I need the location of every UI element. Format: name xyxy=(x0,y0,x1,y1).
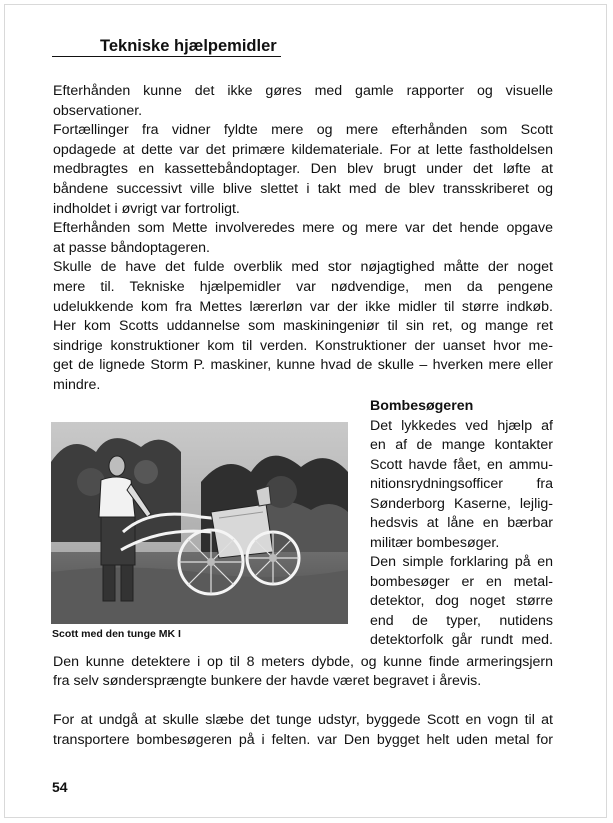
text-line: For at undgå at skulle slæbe det tunge udstyr, byggede Scott en vogn til at xyxy=(53,712,553,728)
text-line: Fortællinger fra vidner fyldte mere og mere efterhånden som Scott xyxy=(53,122,553,138)
column-line: militær bombesøger. xyxy=(370,535,500,551)
photo-man-with-cart xyxy=(51,422,348,624)
column-line: Scott havde fået, en ammu- xyxy=(370,457,553,473)
text-line: opdagede at dette var det primære kildemateriale. For at lette fastholdelsen xyxy=(53,142,553,158)
column-line: bombesøger er en metal- xyxy=(370,574,553,590)
column-line: hedsvis at låne en bærbar xyxy=(370,515,553,531)
text-line: udelukkende kom fra Mettes lærerløn var der ikke midler til større indkøb. xyxy=(53,299,553,315)
column-line: Sønderborg Kaserne, lejlig- xyxy=(370,496,553,512)
column-line: Den simple forklaring på en xyxy=(370,554,553,570)
text-line: get de lignede Storm P. maskiner, kunne hvad de skulle – hverken mere eller xyxy=(53,357,553,373)
column-line: detektor, dog noget større xyxy=(370,593,553,609)
column-line: nitionsrydningsofficer fra xyxy=(370,476,553,492)
page-heading: Tekniske hjælpemidler xyxy=(52,36,281,57)
page-number: 54 xyxy=(52,779,68,795)
column-line: end de typer, nutidens xyxy=(370,613,553,629)
text-line: båndene successivt ville blive slettet i takt med de blev transskriberet og xyxy=(53,181,553,197)
text-line: Efterhånden som Mette involveredes mere og mere var det hende opgave xyxy=(53,220,553,236)
text-line: Efterhånden kunne det ikke gøres med gamle rapporter og visuelle xyxy=(53,83,553,99)
text-line: observationer. xyxy=(53,103,143,119)
text-line: at passe båndoptageren. xyxy=(53,240,210,256)
text-line: fra selv søndersprængte bunkere der havde været begravet i årevis. xyxy=(53,673,482,689)
text-line: Den kunne detektere i op til 8 meters dybde, og kunne finde armeringsjern xyxy=(53,654,553,670)
section-subheading: Bombesøgeren xyxy=(370,398,474,414)
column-line: en af de mange kontakter xyxy=(370,437,553,453)
column-line: detektorfolk går rundt med. xyxy=(370,632,553,648)
text-line: transportere bombesøgeren på i felten. var Den bygget helt uden metal for xyxy=(53,732,553,748)
text-line: Her kom Scotts uddannelse som maskiningeniør til sin ret, og mange ret xyxy=(53,318,553,334)
column-line: Det lykkedes ved hjælp af xyxy=(370,418,553,434)
text-line: medbragtes en kassettebåndoptager. Den blev brugt under det løfte at xyxy=(53,161,553,177)
photo-caption: Scott med den tunge MK I xyxy=(52,628,181,640)
text-line: mere til. Tekniske hjælpemidler var nødvendige, men da pengene xyxy=(53,279,553,295)
text-line: Skulle de have det fulde overblik med stor nøjagtighed måtte der noget xyxy=(53,259,553,275)
text-line: mindre. xyxy=(53,377,101,393)
text-line: indholdet i øvrigt var fortroligt. xyxy=(53,201,240,217)
text-line: sindrige konstruktioner kom til verden. Konstruktioner der uanset hvor me- xyxy=(53,338,553,354)
